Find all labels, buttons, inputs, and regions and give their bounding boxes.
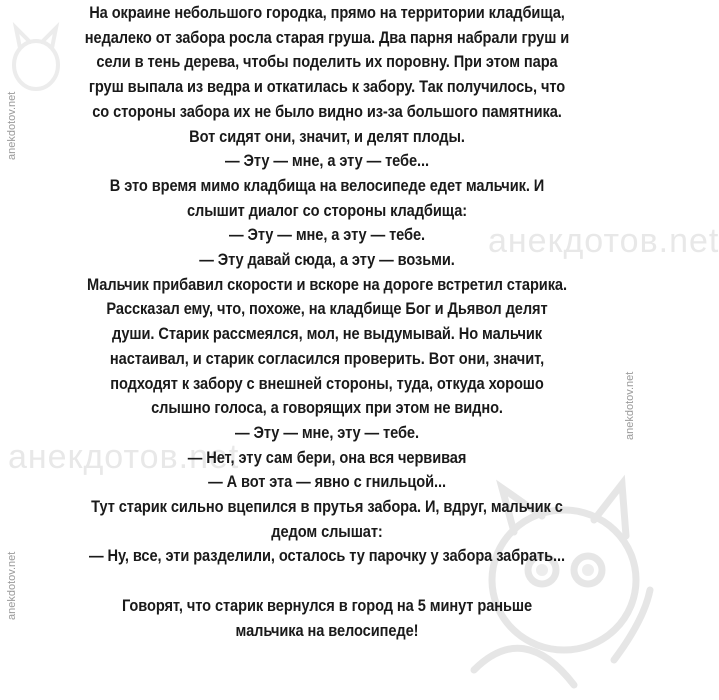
story-line: — Нет, эту сам бери, она вся червивая xyxy=(187,448,467,467)
story-line: — А вот эта — явно с гнильцой... xyxy=(208,472,446,491)
watermark-vertical-text: anekdotov.net xyxy=(6,91,18,160)
story-line: слышно голоса, а говорящих при этом не видно. xyxy=(151,398,503,417)
story-line: настаивал, и старик согласился проверить. Вот они, значит, xyxy=(109,349,545,368)
story-line: мальчика на велосипеде! xyxy=(235,621,419,640)
story-line: сели в тень дерева, чтобы поделить их поровну. При этом пара xyxy=(96,52,558,71)
story-line: дедом слышат: xyxy=(271,522,383,541)
story-line: со стороны забора их не было видно из-за большого памятника. xyxy=(92,102,562,121)
story-line: подходят к забору с внешней стороны, туда, откуда хорошо xyxy=(110,374,544,393)
story-line: груш выпала из ведра и откатилась к забору. Так получилось, что xyxy=(88,77,566,96)
story-line: — Эту — мне, а эту — тебе... xyxy=(225,151,429,170)
story-line: Вот сидят они, значит, и делят плоды. xyxy=(189,127,465,146)
story-line: Мальчик прибавил скорости и вскоре на дороге встретил старика. xyxy=(87,275,567,294)
story-line: — Эту — мне, эту — тебе. xyxy=(235,423,419,442)
story-line: — Ну, все, эти разделили, осталось ту парочку у забора забрать... xyxy=(89,546,565,565)
story-line: Говорят, что старик вернулся в город на 5 минут раньше xyxy=(121,596,533,615)
story-line: — Эту — мне, а эту — тебе. xyxy=(229,225,425,244)
watermark-vertical-text: anekdotov.net xyxy=(6,551,18,620)
story-line: В это время мимо кладбища на велосипеде едет мальчик. И xyxy=(109,176,545,195)
story-line: души. Старик рассмеялся, мол, не выдумывай. Но мальчик xyxy=(112,324,542,343)
story-line: На окраине небольшого городка, прямо на территории кладбища, xyxy=(89,3,565,22)
story-line: Рассказал ему, что, похоже, на кладбище Бог и Дьявол делят xyxy=(106,299,548,318)
story-line: — Эту давай сюда, а эту — возьми. xyxy=(199,250,455,269)
watermark-text: анекдотов.net xyxy=(488,222,719,260)
story-line: Тут старик сильно вцепился в прутья забора. И, вдруг, мальчик с xyxy=(91,497,563,516)
story-line: слышит диалог со стороны кладбища: xyxy=(186,201,468,220)
story-line: недалеко от забора росла старая груша. Два парня набрали груш и xyxy=(84,28,570,47)
watermark-text: анекдотов.net xyxy=(8,438,240,476)
watermark-vertical-text: anekdotov.net xyxy=(624,371,636,440)
